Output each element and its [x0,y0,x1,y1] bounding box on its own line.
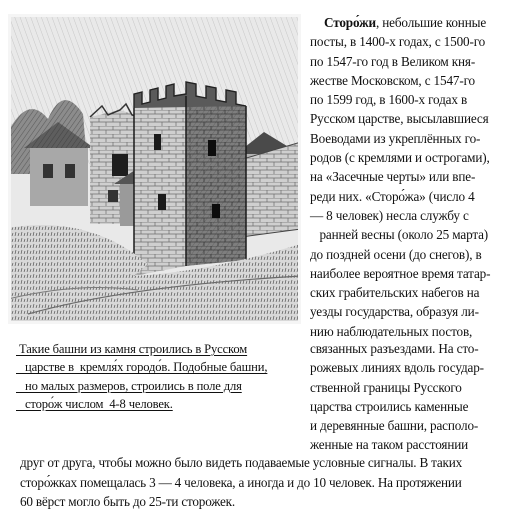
article-line: связанных разъездами. На сто- [310,341,479,356]
article-lead-line [310,13,520,32]
article-body-top [310,13,520,341]
caption-line: Такие башни из камня строились в Русском [16,342,248,356]
article-line: Русском царстве, высылавшиеся [310,111,489,127]
article-line: Воеводами из укреплённых го- [310,130,481,146]
illustration-caption [16,340,306,414]
article-line: родов (с кремлями и острогами), [310,150,490,166]
article-line: царства строились каменные [310,398,469,414]
article-line: ских грабительских набегов на [310,285,480,301]
article-body-middle [310,339,520,455]
article-line: женные на таком расстоянии [310,437,469,453]
article-line: по 1599 год, в 1600-х годах в [310,92,468,108]
article-lead-term: Сторо́жи [324,15,376,30]
caption-line: сторо́ж числом 4-8 человек. [16,397,173,412]
watchtower-engraving [8,14,301,324]
article-line: по 1547-го год в Великом кня- [310,53,476,69]
article-line: рожевых линиях вдоль государ- [310,360,484,376]
article-body-bottom [20,453,520,512]
article-line: и деревянные башни, располо- [310,418,479,434]
article-line: до поздней осени (до снегов), в [310,246,482,262]
article-line: уезды государства, образуя ли- [310,304,479,320]
article-lead-rest: , небольшие конные [375,15,487,30]
article-line: жестве Московском, с 1547-го [310,72,475,88]
article-line: друг от друга, чтобы можно было видеть подаваемые условные сигналы. В таких [20,455,462,470]
article-line: на «Засечные черты» или впе- [310,169,476,185]
article-line: ранней весны (около 25 марта) [310,227,489,243]
article-line: нию наблюдательных постов, [310,323,473,339]
caption-line: царстве в кремля́х городо́в. Подобные башни, [16,360,268,375]
article-line: наиболее вероятное время татар- [310,265,491,281]
article-line: — 8 человек) несла службу с [310,207,469,223]
article-line: 60 вёрст могло быть до 25-ти сторожек. [20,494,235,509]
caption-line: но малых размеров, строились в поле для [16,378,242,393]
article-line: ственной границы Русского [310,379,462,395]
article-line: реди них. «Сторо́жа» (число 4 [310,188,475,204]
article-line: сторо́жках помещалась 3 — 4 человека, а иногда и до 10 человек. На протяжении [20,474,462,490]
article-line: посты, в 1400-х годах, с 1500-го [310,34,486,50]
